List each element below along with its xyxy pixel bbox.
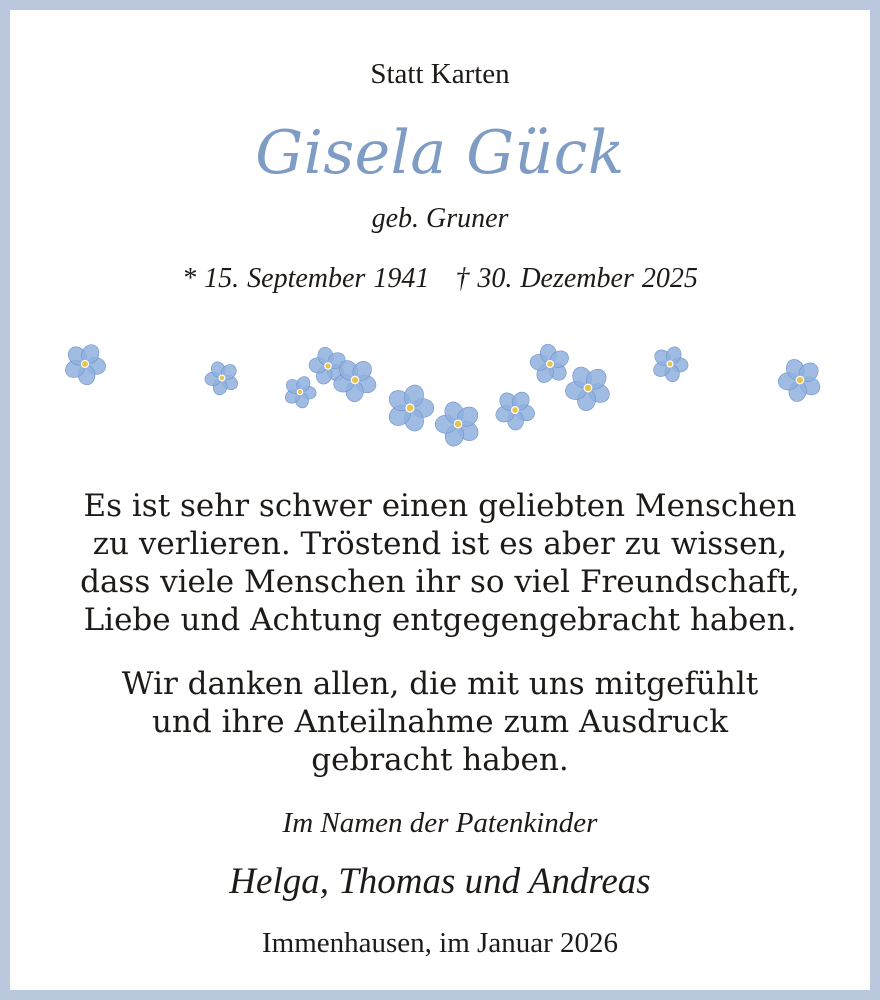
- life-dates: [10, 263, 870, 295]
- obituary-card: [10, 10, 870, 990]
- place-and-date: Immenhausen, im Januar 2026: [262, 927, 618, 959]
- paragraph-line: Liebe und Achtung entgegengebracht haben.: [83, 602, 797, 638]
- flower-icon: [556, 356, 619, 420]
- paragraph-line: und ihre Anteilnahme zum Ausdruck: [151, 704, 729, 740]
- header-statt-karten: Statt Karten: [370, 58, 510, 90]
- flower-icon: [282, 373, 318, 411]
- maiden-name: geb. Gruner: [371, 203, 509, 234]
- on-behalf-line: Im Namen der Patenkinder: [282, 807, 598, 839]
- flower-icon: [649, 343, 689, 385]
- thanks-paragraph-1: [10, 487, 870, 639]
- paragraph-line: dass viele Menschen ihr so viel Freundschaft,: [80, 564, 800, 600]
- deceased-name: Gisela Gück: [255, 118, 625, 188]
- flower-icon: [769, 348, 831, 411]
- flower-icon: [60, 338, 110, 390]
- flower-icon: [385, 382, 434, 433]
- paragraph-line: Wir danken allen, die mit uns mitgefühlt: [121, 666, 759, 702]
- flower-icon: [424, 390, 490, 457]
- death-date: † 30. Dezember 2025: [455, 263, 698, 294]
- birth-date: * 15. September 1941: [182, 263, 430, 294]
- forget-me-not-flowers-icon: [10, 328, 870, 458]
- paragraph-line: Es ist sehr schwer einen geliebten Menschen: [83, 488, 797, 524]
- flower-icon: [197, 353, 246, 402]
- signers: Helga, Thomas und Andreas: [229, 861, 651, 902]
- thanks-paragraph-2: [10, 665, 870, 779]
- flower-icon: [489, 384, 540, 436]
- paragraph-line: gebracht haben.: [311, 742, 569, 778]
- paragraph-line: zu verlieren. Tröstend ist es aber zu wissen,: [92, 526, 788, 562]
